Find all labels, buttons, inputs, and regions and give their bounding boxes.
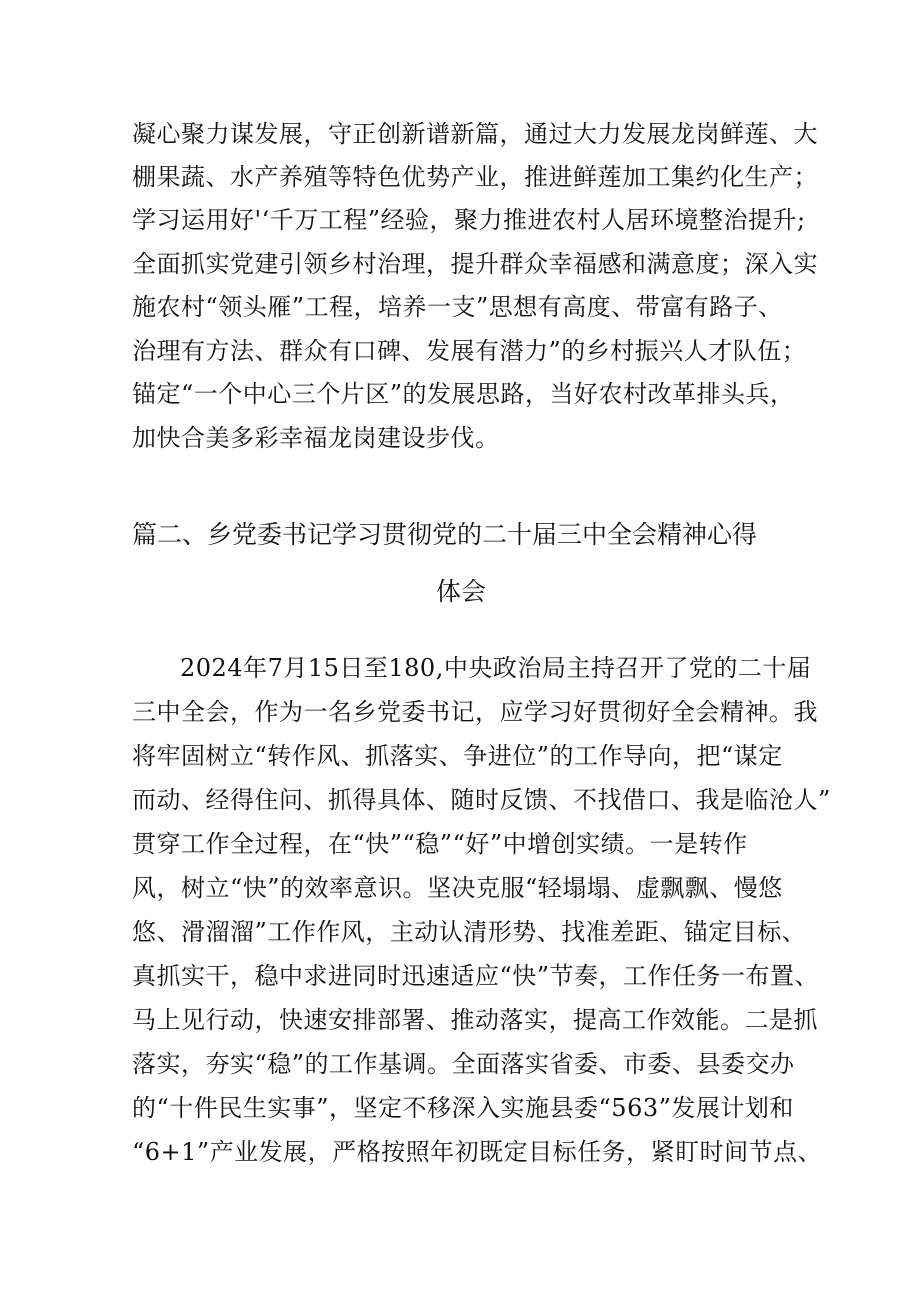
paragraph-line: 落实，夯实“稳”的工作基调。全面落实省委、市委、县委交办 <box>132 1050 795 1078</box>
paragraph-line: 锚定“一个中心三个片区”的发展思路，当好农村改革排头兵， <box>132 380 795 408</box>
paragraph-line: 三中全会，作为一名乡党委书记，应学习好贯彻好全会精神。我 <box>132 698 818 726</box>
paragraph-line: 真抓实干，稳中求进同时迅速适应“快”节奏，工作任务一布置、 <box>132 962 820 990</box>
paragraph-line: 马上见行动，快速安排部署、推动落实，提高工作效能。二是抓 <box>132 1006 818 1034</box>
paragraph-line: 的“十件民生实事”，坚定不移深入实施县委“563”发展计划和 <box>132 1094 794 1122</box>
paragraph-line: 加快合美多彩幸福龙岗建设步伐。 <box>132 424 500 452</box>
paragraph-line: 2024年7月15日至180,中央政治局主持召开了党的二十届 <box>180 654 812 682</box>
paragraph-line: 施农村“领头雁”工程，培养一支”思想有高度、带富有路子、 <box>132 293 783 321</box>
paragraph-line: 风，树立“快”的效率意识。坚决克服“轻塌塌、虚飘飘、慢悠 <box>132 874 783 902</box>
paragraph-line: 治理有方法、群众有口碑、发展有潜力”的乡村振兴人才队伍； <box>132 337 807 365</box>
paragraph-line: “6+1”产业发展，严格按照年初既定目标任务，紧盯时间节点、 <box>132 1138 823 1166</box>
paragraph-line: 贯穿工作全过程，在“快”“稳”“好”中增创实绩。一是转作 <box>132 830 748 858</box>
paragraph-line: 悠、滑溜溜”工作作风，主动认清形势、找准差距、锚定目标、 <box>132 918 807 946</box>
heading-line-2: 体会 <box>436 577 487 606</box>
paragraph-line: 凝心聚力谋发展，守正创新谱新篇，通过大力发展龙岗鲜莲、大 <box>132 120 818 148</box>
heading-line-1: 篇二、乡党委书记学习贯彻党的二十届三中全会精神心得 <box>132 520 758 549</box>
paragraph-line: 棚果蔬、水产养殖等特色优势产业，推进鲜莲加工集约化生产； <box>132 163 818 191</box>
paragraph-line: 将牢固树立“转作风、抓落实、争进位”的工作导向，把“谋定 <box>132 742 783 770</box>
paragraph-line: 而动、经得住问、抓得具体、随时反馈、不找借口、我是临沧人” <box>132 786 831 814</box>
paragraph-line: 全面抓实党建引领乡村治理，提升群众幸福感和满意度；深入实 <box>132 250 818 278</box>
paragraph-line: 学习运用好'‘千万工程”经验，聚力推进农村人居环境整治提升; <box>132 206 806 234</box>
